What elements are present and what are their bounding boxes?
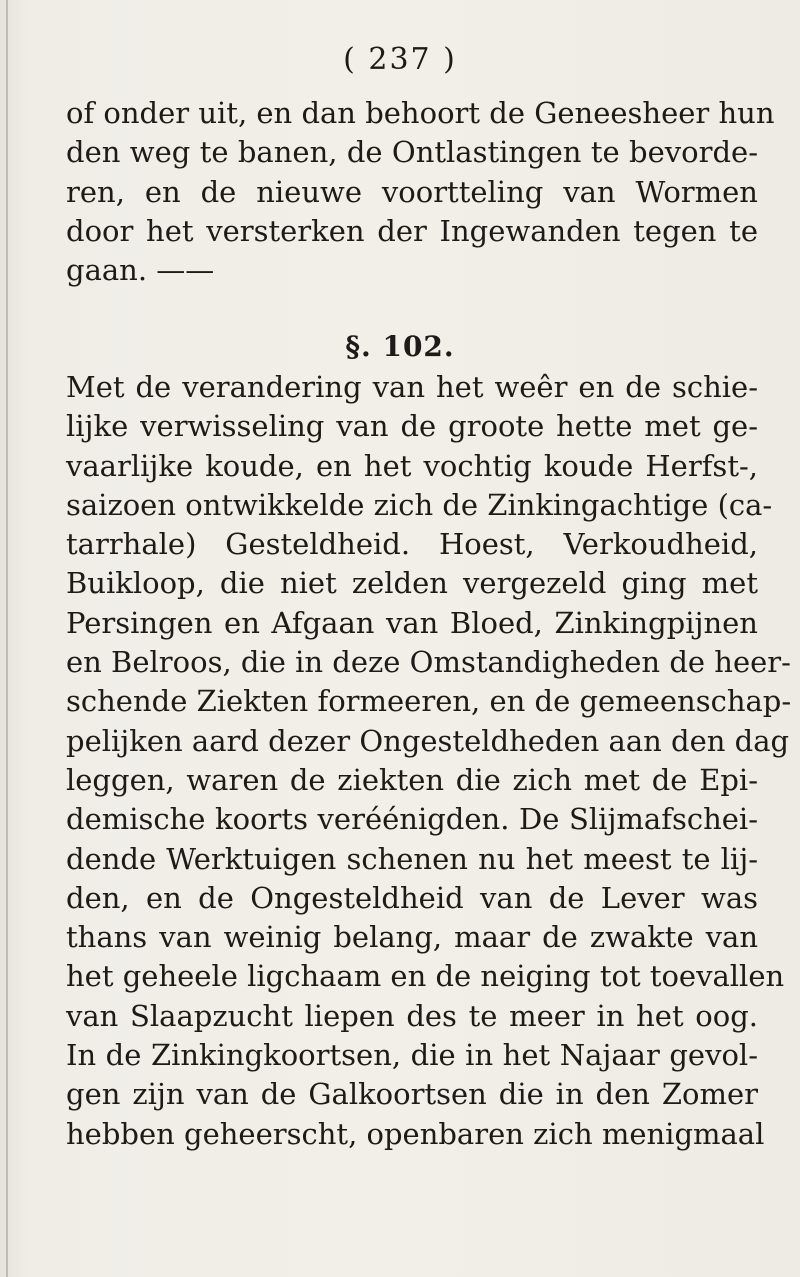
text-line: en Belroos, die in deze Omstandigheden de heer- xyxy=(66,645,791,680)
text-line: thans van weinig belang, maar de zwakte van xyxy=(66,920,758,955)
text-line: gaan. —— xyxy=(66,253,215,288)
text-line: gen zijn van de Galkoortsen die in den Zomer xyxy=(66,1077,758,1112)
text-line: ren, en de nieuwe voortteling van Wormen xyxy=(66,174,758,209)
text-line: door het versterken der Ingewanden tegen te xyxy=(66,213,758,248)
text-line: pelijken aard dezer Ongesteldheden aan den dag xyxy=(66,723,790,758)
paragraph-1 xyxy=(66,94,775,290)
text-line: Buikloop, die niet zelden vergezeld ging met xyxy=(66,566,758,601)
text-line: In de Zinkingkoortsen, die in het Najaar gevol- xyxy=(66,1038,758,1073)
text-line: leggen, waren de ziekten die zich met de Epi- xyxy=(66,762,758,797)
text-line: dende Werktuigen schenen nu het meest te lij- xyxy=(66,841,758,876)
text-line: den, en de Ongesteldheid van de Lever was xyxy=(66,880,758,915)
text-line: schende Ziekten formeeren, en de gemeenschap- xyxy=(66,684,792,719)
text-line: Persingen en Afgaan van Bloed, Zinkingpijnen xyxy=(66,605,758,640)
text-line: vaarlijke koude, en het vochtig koude Herfst-, xyxy=(66,448,758,483)
text-line: van Slaapzucht liepen des te meer in het oog. xyxy=(66,998,758,1033)
text-line: tarrhale) Gesteldheid. Hoest, Verkoudheid, xyxy=(66,527,758,562)
page-number: ( 237 ) xyxy=(343,42,457,77)
text-line: het geheele ligchaam en de neiging tot toevallen xyxy=(66,959,785,994)
section-heading: §. 102. xyxy=(345,330,455,363)
text-line: hebben geheerscht, openbaren zich menigmaal xyxy=(66,1116,765,1151)
text-line: lijke verwisseling van de groote hette met ge- xyxy=(66,409,758,444)
paragraph-2 xyxy=(66,368,792,1154)
text-line: demische koorts veréénigden. De Slijmafschei- xyxy=(66,802,758,837)
text-line: Met de verandering van het weêr en de schie- xyxy=(66,370,758,404)
text-line: den weg te banen, de Ontlastingen te bevorde- xyxy=(66,135,758,170)
text-line: saizoen ontwikkelde zich de Zinkingachtige (ca- xyxy=(66,487,773,522)
text-line: of onder uit, en dan behoort de Geneesheer hun xyxy=(66,96,775,130)
page-edge-shadow xyxy=(6,0,8,1277)
